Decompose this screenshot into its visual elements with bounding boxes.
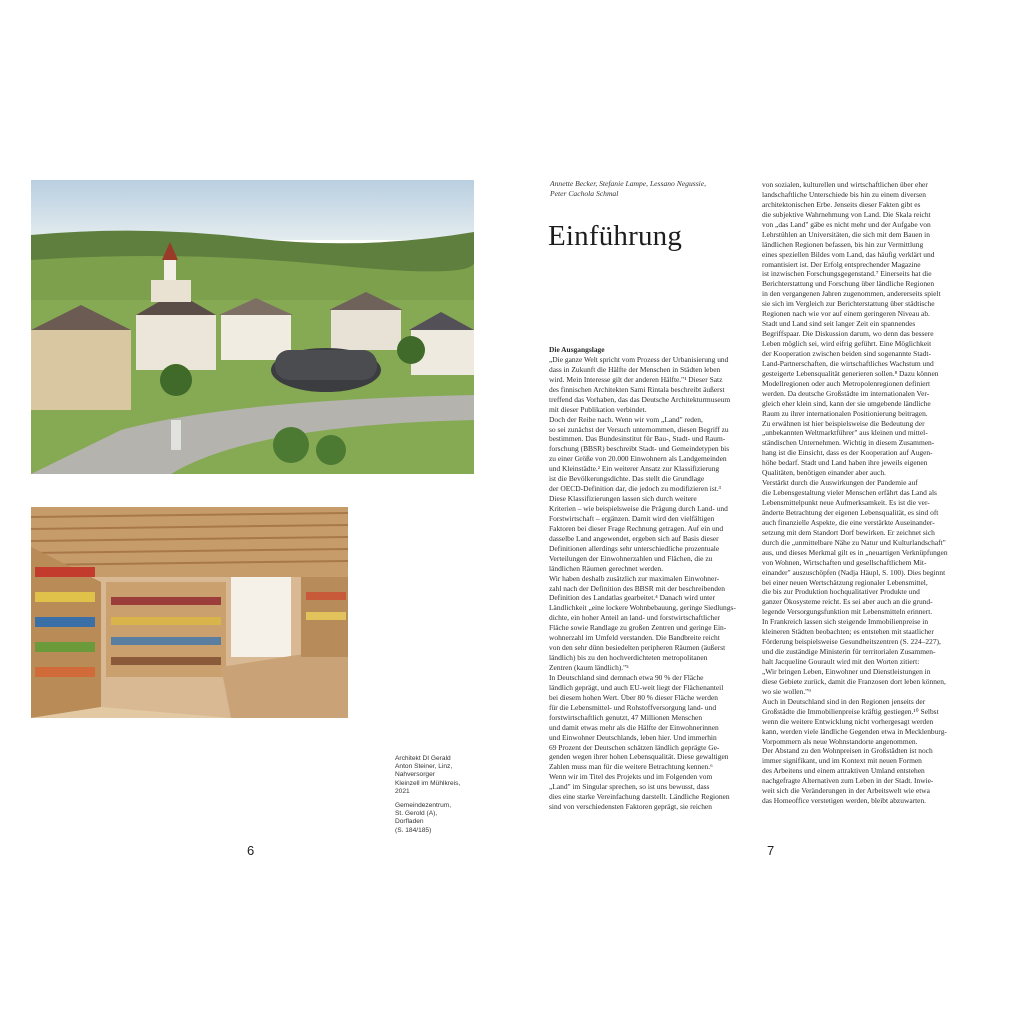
caption-line: Kleinzell im Mühlkreis,: [395, 779, 461, 787]
body-text-line: änderte Betrachtung der eigenen Lebensqualität, es sind oft: [762, 507, 939, 517]
body-text-line: einander" auszuschöpfen (Nadja Häupl, S. 100). Dies beginnt: [762, 567, 946, 577]
body-text-line: sie sich im Vergleich zur Berichterstattung über städtische: [762, 299, 935, 309]
body-text-line: 69 Prozent der Deutschen schätzen ländlich geprägte Ge-: [549, 742, 720, 752]
body-text-line: Kriterien – wie beispielsweise die Prägung durch Land- und: [549, 504, 728, 513]
caption-line: Gemeindezentrum,: [395, 802, 452, 809]
body-text-line: setzung mit dem Standort Dorf bewirken. Er zeichnet sich: [762, 527, 935, 537]
body-text-line: gesteigerte Lebensqualität generieren sollen.⁸ Dazu können: [762, 368, 939, 378]
body-text-line: wohnerzahl im Umfeld verstanden. Die Bandbreite reicht: [549, 633, 720, 643]
body-text-line: Der Abstand zu den Wohnpreisen in Großstädten ist noch: [762, 746, 933, 756]
body-text-line: und Einwohner Deutschlands, leben hier. Und immerhin: [549, 732, 717, 742]
chapter-title: Einführung: [548, 220, 683, 252]
body-text-line: Verstärkt durch die Auswirkungen der Pandemie auf: [762, 478, 918, 488]
body-text-line: Begriffspaar. Die Diskussion darum, wo denn das bessere: [762, 329, 934, 339]
body-text-line: Leben möglich sei, wird eifrig geführt. Eine Möglichkeit: [762, 339, 932, 348]
body-text-line: genden wegen ihrer hohen Lebensqualität. Diese gewaltigen: [549, 752, 729, 762]
body-text-line: Diese Klassifizierungen lassen sich durch weitere: [549, 494, 697, 504]
body-text-line: von sozialen, kulturellen und wirtschaftlichen über eher: [762, 180, 928, 189]
body-text-line: Definitionen allerdings sehr unterschiedliche prozentuale: [549, 543, 720, 553]
body-text-line: wo sie wollen."⁹: [762, 686, 811, 696]
body-text-line: dichte, ein hoher Anteil an land- und forstwirtschaftlicher: [549, 613, 721, 623]
body-text-line: Zahlen muss man für die weitere Betrachtung kennen.⁶: [549, 762, 713, 772]
body-text-line: ländlich) bis zu den hochverdichteten metropolitanen: [549, 653, 708, 663]
body-text-line: aus, und dieses Merkmal gilt es in „neuartigen Verknüpfungen: [762, 547, 948, 557]
body-text-line: ländlichen Räumen gerechnet werden.: [549, 563, 663, 573]
body-text-line: Lehrstühlen an Universitäten, die sich mit dem Bauen in: [762, 229, 930, 239]
body-text-line: der OECD-Definition dar, die jedoch zu modifizieren ist.³: [549, 484, 721, 494]
body-text-line: Stadt und Land sind seit langer Zeit ein spannendes: [762, 319, 916, 329]
body-text-line: nachgefragte Alternativen zum Leben in der Stadt. Inwie-: [762, 776, 934, 786]
body-text-line: dies eine starke Vereinfachung darstellt. Ländliche Regionen: [549, 792, 730, 802]
body-text-line: des Arbeitens und einem attraktiven Umland entstehen: [762, 766, 925, 776]
body-text-line: mit dieser Publikation verbindet.: [549, 404, 647, 414]
body-text-line: In Deutschland sind demnach etwa 90 % der Fläche: [549, 672, 704, 682]
body-text-line: Auch in Deutschland sind in den Regionen jenseits der: [762, 696, 926, 706]
body-text-line: die subjektive Wahrnehmung von Land. Die Skala reicht: [762, 209, 931, 219]
body-text-line: Regionen nach wie vor auf einem geringeren Niveau ab.: [762, 309, 930, 319]
body-text-line: von den sehr dünn besiedelten peripheren Räumen (äußerst: [549, 643, 726, 653]
body-text-line: diese Gebiete zurück, damit die Franzosen dort leben können,: [762, 676, 946, 686]
body-text-line: eines speziellen Bildes vom Land, das häufig verklärt und: [762, 249, 935, 259]
body-text-line: kann, werden viele ländliche Gegenden etwa in Mecklenburg-: [762, 726, 947, 736]
body-text-line: Forstwirtschaft – ergänzen. Damit wird den vielfältigen: [549, 513, 715, 523]
body-text-line: auch finanzielle Aspekte, die eine verstärkte Auseinander-: [762, 517, 935, 527]
body-text-line: In Frankreich lassen sich steigende Immobilienpreise in: [762, 617, 929, 627]
body-text-line: architektonischen Erbe. Jenseits dieser Fakten gibt es: [762, 199, 921, 209]
body-text-line: bei diesem hohen Wert. Über 80 % dieser Fläche werden: [549, 692, 719, 702]
body-text-line: so sei zunächst der Versuch unternommen, diesen Begriff zu: [549, 424, 729, 434]
caption-line: St. Gerold (A),: [395, 810, 438, 818]
body-text-line: Doch der Reihe nach. Wenn wir vom „Land" reden,: [549, 414, 703, 424]
body-text-line: und damit etwas mehr als die Hälfte der Einwohnerinnen: [549, 722, 719, 732]
body-text-line: Qualitäten, benötigen einander aber auch.: [762, 468, 886, 478]
body-text-line: treffend das Vorhaben, das das Deutsche Architekturmuseum: [549, 394, 731, 404]
body-text-line: ländlich geprägt, und auch EU-weit liegt der Flächenanteil: [549, 682, 724, 692]
caption-line: Nahversorger: [395, 771, 435, 779]
body-text-line: „Land" im Singular sprechen, so ist uns bewusst, dass: [549, 782, 710, 792]
village-aerial-photo: [31, 180, 474, 474]
body-text-line: Ländlichkeit „eine lockere Wohnbebauung, geringe Siedlungs-: [549, 603, 736, 613]
body-text-line: und Kleinstädte.² Ein weiterer Ansatz zur Klassifizierung: [549, 464, 720, 474]
body-text-line: von „das Land" gäbe es nicht mehr und der Aufgabe von: [762, 219, 931, 229]
body-text-line: der Kooperation zwischen beiden sind sogenannte Stadt-: [762, 348, 931, 358]
body-text-line: Raum zu ihrer internationalen Positionierung beitragen.: [762, 408, 928, 418]
caption-line: Dorfladen: [395, 818, 424, 826]
body-text-line: ist die Bevölkerungsdichte. Das stellt die Grundlage: [549, 474, 705, 484]
body-text-line: das Homeoffice verstetigen werden, bleibt abzuwarten.: [762, 796, 927, 806]
caption-line: 2021: [395, 787, 410, 795]
body-text-line: forstwirtschaftlich genutzt, 47 Millionen Menschen: [549, 712, 703, 722]
body-text-line: durch die „unmittelbare Nähe zu Natur und Kulturlandschaft": [762, 537, 946, 547]
body-text-line: landschaftliche Unterschiede bis hin zu einem diversen: [762, 189, 926, 199]
body-text-line: Faktoren bei dieser Frage Rechnung getragen. Auf ein und: [549, 523, 724, 533]
body-text-line: gleich eher klein sind, kann der sie umgebende ländliche: [762, 398, 931, 408]
authors-line-2: Peter Cachola Schmal: [550, 189, 619, 198]
photo-caption-2: [395, 802, 475, 835]
caption-line: (S. 184/185): [395, 826, 432, 834]
authors-line-1: Annette Becker, Stefanie Lampe, Lessano Negussie,: [550, 179, 707, 188]
body-text-line: höhe bedarf. Stadt und Land haben ihre jeweils eigenen: [762, 458, 928, 468]
section-heading: Die Ausgangslage: [549, 345, 605, 354]
body-text-line: „Wir bringen Leben, Einwohner und Dienstleistungen in: [762, 666, 931, 676]
body-text-line: werden. Da deutsche Großstädte im internationalen Ver-: [762, 388, 930, 398]
body-text-line: und die zuständige Ministerin für territorialen Zusammen-: [762, 647, 936, 657]
body-text-line: weit sich die Veränderungen in der Arbeitswelt wie etwa: [762, 786, 930, 796]
caption-line: Anton Steiner, Linz,: [395, 763, 453, 771]
text-column-2: [762, 180, 970, 806]
body-text-line: von Wohnen, Wirtschaften und gesellschaftlichem Mit-: [762, 557, 927, 567]
body-text-line: hang ist die Einsicht, dass es der Kooperation auf Augen-: [762, 448, 933, 458]
page-number-right: 7: [767, 843, 775, 858]
body-text-line: „Die ganze Welt spricht vom Prozess der Urbanisierung und: [549, 354, 729, 364]
village-shop-interior-photo: [31, 507, 348, 718]
body-text-line: des finnischen Architekten Sami Rintala beschreibt äußerst: [549, 384, 725, 394]
body-text-line: dass in Zukunft die Hälfte der Menschen in Städten leben: [549, 364, 721, 374]
body-text-line: Definition des Landatlas gearbeitet.⁴ Danach wird unter: [549, 593, 715, 603]
body-text-line: die bis zur Produktion hochqualitativer Produkte und: [762, 587, 920, 597]
body-text-line: wenn die weitere Entwicklung nicht vorhergesagt werden: [762, 716, 934, 726]
body-text-line: romantisiert ist. Der Erfolg entsprechender Magazine: [762, 259, 921, 269]
caption-line: Architekt DI Gerald: [395, 755, 451, 762]
body-text-line: wird. Mein Interesse gilt der anderen Hälfte."¹ Dieser Satz: [549, 374, 723, 384]
body-text-line: legende Versorgungsfunktion mit Lebensmitteln erinnert.: [762, 607, 933, 617]
body-text-line: Großstädte die Immobilienpreise kräftig gestiegen.¹⁰ Selbst: [762, 706, 939, 716]
body-text-line: Verteilungen der Einwohnerzahlen und Flächen, die zu: [549, 553, 713, 563]
body-text-line: Wenn wir im Titel des Projekts und im Folgenden vom: [549, 772, 713, 782]
photo-caption-1: [395, 755, 475, 796]
body-text-line: Zentren (kaum ländlich)."⁵: [549, 663, 629, 672]
body-text-line: die Lebensgestaltung vieler Menschen erfährt das Land als: [762, 488, 937, 498]
body-text-line: Zu erwähnen ist hier beispielsweise die Bedeutung der: [762, 418, 925, 428]
body-text-line: Modellregionen oder auch Metropolenregionen definiert: [762, 378, 931, 388]
body-text-line: Land-Partnerschaften, die wirtschaftliches Wachstum und: [762, 358, 934, 368]
body-text-line: in den vergangenen Jahren zugenommen, andererseits spielt: [762, 289, 941, 299]
body-text-line: Berichterstattung und Forschung über ländliche Regionen: [762, 279, 935, 289]
body-text-line: dasselbe Land angewendet, ergeben sich auf Basis dieser: [549, 533, 719, 543]
page-number-left: 6: [247, 843, 255, 858]
body-text-line: bei einer neuen Wertschätzung regionaler Lebensmittel,: [762, 577, 928, 587]
body-text-line: ständischen Unternehmen. Wichtig in diesem Zusammen-: [762, 438, 935, 448]
body-text-line: sind von verschiedensten Faktoren geprägt, sie reichen: [549, 802, 712, 812]
authors-line: [550, 179, 750, 199]
body-text-line: ganzer Ökosysteme reicht. Es sei aber auch an die grund-: [762, 597, 933, 607]
body-text-line: halt Jacqueline Gourault wird mit den Worten zitiert:: [762, 657, 920, 666]
body-text-line: zu einer Größe von 20.000 Einwohnern als Landgemeinden: [549, 454, 727, 464]
body-text-line: kleineren Städten beobachten; es entstehen mit staatlicher: [762, 627, 934, 637]
body-text-line: Fläche sowie Randlage zu großen Zentren und geringe Ein-: [549, 623, 727, 633]
body-text-line: „unbekannten Weltmarktführer" aus kleinen und mittel-: [762, 428, 928, 438]
body-text-line: Wir haben deshalb zusätzlich zur maximalen Einwohner-: [549, 573, 720, 583]
body-text-line: ist inzwischen Forschungsgegenstand.⁷ Einerseits hat die: [762, 269, 932, 279]
body-text-line: immer signifikant, und im Kontext mit neuen Formen: [762, 756, 922, 766]
body-text-line: forschung (BBSR) beschreibt Stadt- und Gemeindetypen bis: [549, 444, 730, 454]
text-column-1: [549, 345, 749, 812]
body-text-line: Vorpommern als neue Wohnstandorte angenommen.: [762, 736, 918, 746]
body-text-line: bestimmen. Das Bundesinstitut für Bau-, Stadt- und Raum-: [549, 434, 726, 444]
body-text-line: zahl nach der Definition des BBSR mit der beschreibenden: [549, 583, 725, 593]
body-text-line: für die Lebensmittel- und Rohstoffversorgung land- und: [549, 702, 717, 712]
body-text-line: ländlichen Regionen befassen, bis hin zur Vermittlung: [762, 239, 924, 249]
body-text-line: Lebensmittelpunkt neue Aufmerksamkeit. Es ist die ver-: [762, 498, 930, 507]
body-text-line: Förderung beispielsweise Gesundheitszentren (S. 224–227),: [762, 637, 941, 647]
